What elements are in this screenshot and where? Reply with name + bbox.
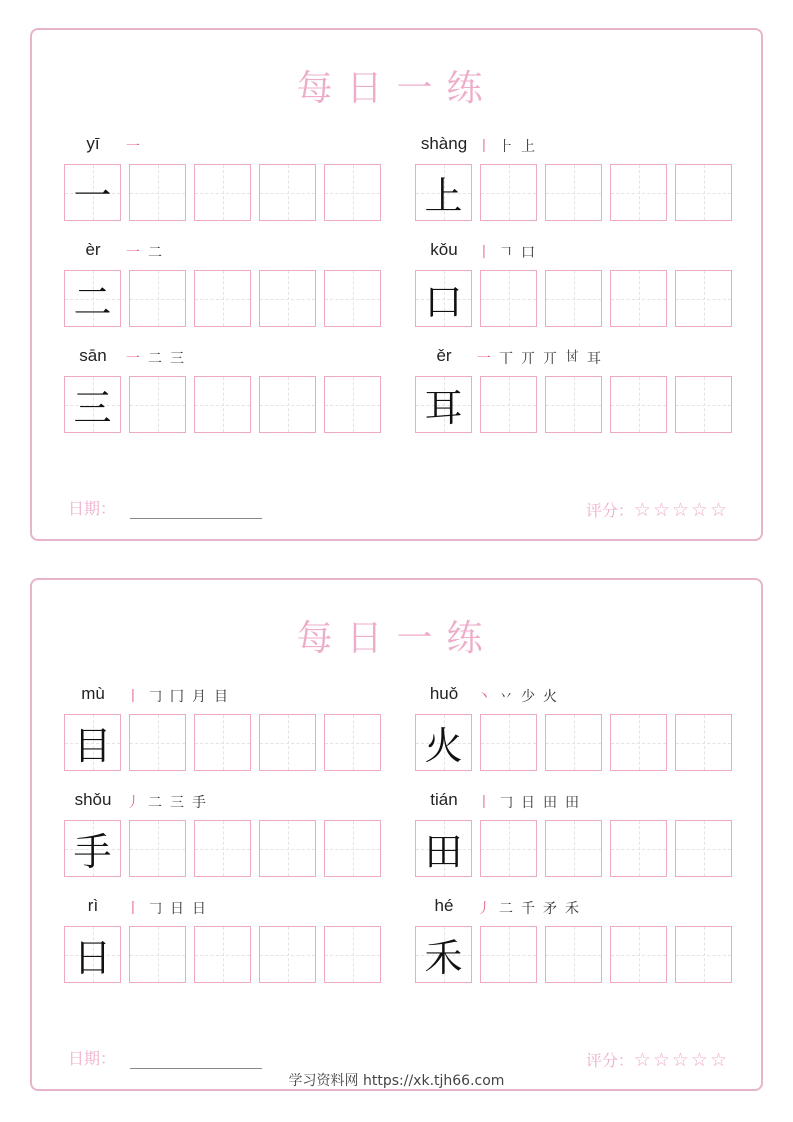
writing-practice-cell[interactable] [545,376,602,433]
stroke-order [477,898,587,922]
stroke-step: 二 [148,795,162,811]
pinyin-label: mù [81,684,105,703]
date-label: 日期： [68,499,117,518]
stroke-step: 丌 [543,351,557,367]
character-entry [415,684,735,784]
model-character: 三 [73,386,112,430]
pinyin-label: huǒ [429,684,459,703]
stroke-step: 上 [521,139,535,155]
writing-practice-cell[interactable] [324,926,381,983]
writing-practice-cell[interactable] [324,270,381,327]
model-character-cell [64,820,121,877]
stroke-step: 𠀠 [565,349,579,365]
stroke-step: 丅 [499,351,513,367]
character-entry [64,684,384,784]
character-entry [64,790,384,890]
pinyin-label: rì [87,896,99,915]
stroke-step: 二 [148,245,162,261]
writing-practice-cell[interactable] [545,926,602,983]
writing-practice-cell[interactable] [480,926,537,983]
writing-practice-cell[interactable] [675,164,732,221]
stroke-step: 日 [192,901,206,917]
writing-practice-cell[interactable] [194,714,251,771]
character-entry [415,134,735,234]
writing-practice-cell[interactable] [545,714,602,771]
date-label: 日期： [68,1049,117,1068]
model-character-cell [415,376,472,433]
writing-practice-cell[interactable] [194,376,251,433]
stroke-order [126,348,192,372]
stroke-order [126,792,214,816]
writing-practice-cell[interactable] [610,820,667,877]
stroke-order [477,792,587,816]
writing-practice-cell[interactable] [129,926,186,983]
writing-practice-cell[interactable] [545,820,602,877]
writing-practice-cell[interactable] [480,376,537,433]
stroke-step: 一 [126,351,140,367]
stroke-step: 三 [170,351,184,367]
pinyin-label: sān [79,346,107,365]
model-character: 火 [424,724,463,768]
stroke-step: 二 [499,901,513,917]
stroke-step: 一 [126,245,140,261]
model-character-cell [64,270,121,327]
model-character-cell [415,714,472,771]
model-character-cell [64,376,121,433]
stroke-step: 少 [521,689,535,705]
model-character: 一 [73,174,112,218]
writing-practice-cell[interactable] [194,270,251,327]
stroke-order [477,242,543,266]
writing-practice-cell[interactable] [129,164,186,221]
star-rating-icon[interactable]: ☆☆☆☆☆ [633,1049,729,1071]
model-character-cell [64,714,121,771]
writing-practice-cell[interactable] [610,376,667,433]
writing-practice-cell[interactable] [259,164,316,221]
stroke-order [477,686,565,710]
model-character: 二 [73,280,112,324]
writing-practice-cell[interactable] [259,376,316,433]
character-entry [415,896,735,996]
model-character: 上 [424,174,463,218]
stroke-step: 丨 [126,689,140,705]
writing-practice-cell[interactable] [259,270,316,327]
writing-practice-cell[interactable] [675,714,732,771]
writing-practice-cell[interactable] [675,820,732,877]
stroke-step: 日 [170,901,184,917]
stroke-step: 一 [477,351,491,367]
model-character: 田 [424,830,463,874]
stroke-step: 火 [543,689,557,705]
score-label: 评分： [585,1051,634,1070]
writing-practice-cell[interactable] [259,926,316,983]
model-character-cell [415,820,472,877]
stroke-order [126,686,236,710]
model-character-cell [415,270,472,327]
writing-practice-cell[interactable] [324,376,381,433]
stroke-step: 𠃌 [148,689,162,705]
score-area [586,498,729,521]
card-title: 每日一练 [296,68,497,109]
writing-practice-cell[interactable] [480,714,537,771]
model-character: 日 [73,936,112,980]
stroke-step: 𠃌 [499,795,513,811]
stroke-step: 一 [126,139,140,155]
writing-practice-cell[interactable] [610,270,667,327]
model-character-cell [64,164,121,221]
stroke-step: 耳 [587,351,601,367]
stroke-step: ⺊ [499,139,513,155]
model-character-cell [415,164,472,221]
writing-practice-cell[interactable] [675,926,732,983]
model-character: 禾 [424,936,463,980]
model-character: 耳 [424,386,463,430]
character-entry [415,790,735,890]
stroke-step: 丷 [499,689,513,705]
pinyin-label: èr [85,240,101,259]
character-entry [64,346,384,446]
writing-practice-cell[interactable] [324,164,381,221]
stroke-step: 田 [543,795,557,811]
score-area [586,1048,729,1071]
writing-practice-cell[interactable] [480,164,537,221]
writing-practice-cell[interactable] [129,376,186,433]
character-entry [415,240,735,340]
writing-practice-cell[interactable] [259,820,316,877]
stroke-order [126,898,214,922]
pinyin-label: yī [86,134,100,153]
model-character: 口 [424,280,463,324]
writing-practice-cell[interactable] [480,270,537,327]
stroke-step: 丿 [477,901,491,917]
model-character: 目 [73,724,112,768]
writing-practice-cell[interactable] [545,270,602,327]
stroke-step: 丨 [477,795,491,811]
stroke-step: 冂 [170,689,184,705]
writing-practice-cell[interactable] [610,164,667,221]
pinyin-label: shǒu [74,790,112,809]
score-label: 评分： [585,501,634,520]
character-entry [64,134,384,234]
date-input-line[interactable] [130,1068,262,1069]
writing-practice-cell[interactable] [194,926,251,983]
stroke-step: 目 [214,689,228,705]
site-watermark: 学习资料网 https://xk.tjh66.com [288,1073,505,1089]
stroke-step: 丿 [126,795,140,811]
pinyin-label: kǒu [430,240,458,259]
writing-practice-cell[interactable] [480,820,537,877]
writing-practice-cell[interactable] [610,714,667,771]
writing-practice-cell[interactable] [610,926,667,983]
character-entry [415,346,735,446]
writing-practice-cell[interactable] [259,714,316,771]
stroke-step: 二 [148,351,162,367]
stroke-step: 手 [192,795,206,811]
model-character-cell [415,926,472,983]
writing-practice-cell[interactable] [129,270,186,327]
date-input-line[interactable] [130,518,262,519]
stroke-order [477,348,609,372]
stroke-step: 日 [521,795,535,811]
stroke-step: 三 [170,795,184,811]
pinyin-label: shàng [420,134,468,153]
stroke-step: 口 [521,245,535,261]
stroke-step: 丶 [477,689,491,705]
stroke-step: 丨 [477,139,491,155]
writing-practice-cell[interactable] [324,820,381,877]
stroke-step: 月 [192,689,206,705]
pinyin-label: tián [430,790,458,809]
stroke-step: 丌 [521,351,535,367]
practice-card [30,28,763,541]
stroke-step: 千 [521,901,535,917]
pinyin-label: ěr [436,346,452,365]
writing-practice-cell[interactable] [194,820,251,877]
stroke-order [477,136,543,160]
stroke-order [126,136,148,160]
pinyin-label: hé [434,896,454,915]
writing-practice-cell[interactable] [675,270,732,327]
stroke-order [126,242,170,266]
stroke-step: 田 [565,795,579,811]
stroke-step: 矛 [543,901,557,917]
model-character-cell [64,926,121,983]
writing-practice-cell[interactable] [675,376,732,433]
stroke-step: 𠃌 [148,901,162,917]
stroke-step: 𠃍 [499,245,513,261]
writing-practice-cell[interactable] [545,164,602,221]
writing-practice-cell[interactable] [129,714,186,771]
character-entry [64,240,384,340]
model-character: 手 [73,830,112,874]
practice-card [30,578,763,1091]
stroke-step: 禾 [565,901,579,917]
writing-practice-cell[interactable] [194,164,251,221]
writing-practice-cell[interactable] [129,820,186,877]
character-entry [64,896,384,996]
writing-practice-cell[interactable] [324,714,381,771]
stroke-step: 丨 [126,901,140,917]
star-rating-icon[interactable]: ☆☆☆☆☆ [633,499,729,521]
stroke-step: 丨 [477,245,491,261]
card-title: 每日一练 [296,618,497,659]
